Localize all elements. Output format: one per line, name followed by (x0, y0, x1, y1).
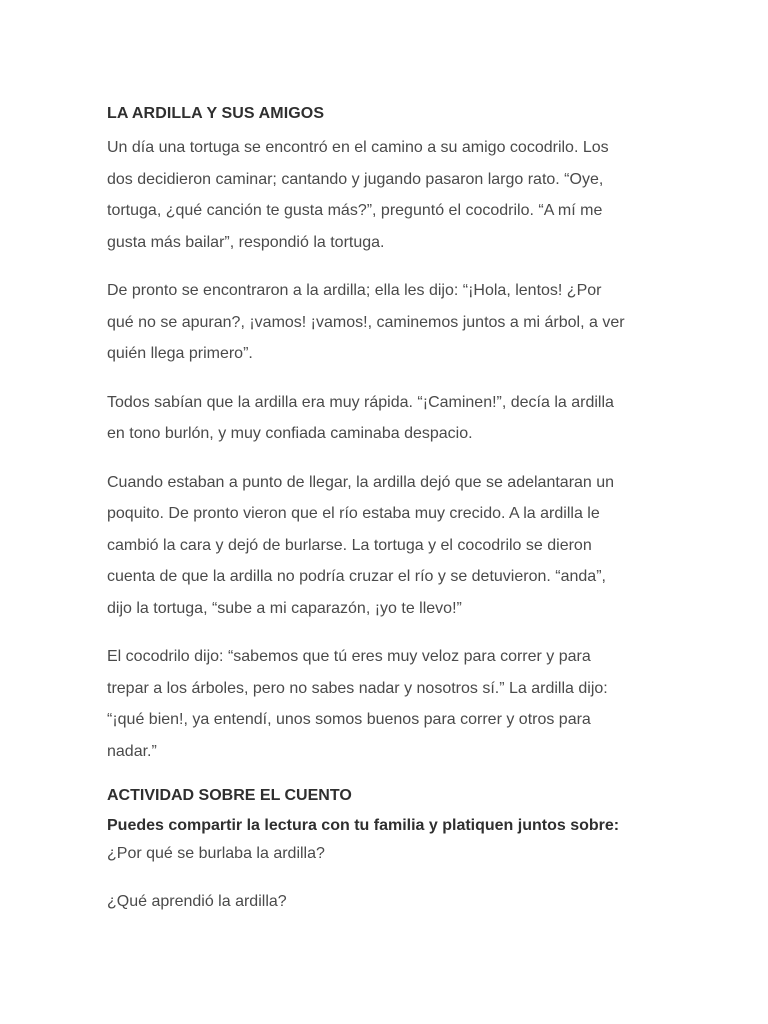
story-line: dijo la tortuga, “sube a mi caparazón, ¡yo te llevo!” (107, 599, 462, 617)
story-line: Un día una tortuga se encontró en el camino a su amigo cocodrilo. Los (107, 139, 609, 156)
activity-title: ACTIVIDAD SOBRE EL CUENTO (107, 787, 352, 804)
story-line: en tono burlón, y muy confiada caminaba despacio. (107, 425, 473, 442)
story-line: De pronto se encontraron a la ardilla; ella les dijo: “¡Hola, lentos! ¿Por (107, 282, 602, 299)
story-line: Cuando estaban a punto de llegar, la ardilla dejó que se adelantaran un (107, 473, 615, 491)
story-line: Todos sabían que la ardilla era muy rápida. “¡Caminen!”, decía la ardilla (107, 393, 614, 411)
story-paragraph-3 (107, 387, 667, 450)
story-line: “¡qué bien!, ya entendí, unos somos buenos para correr y otros para (107, 711, 591, 728)
story-line: qué no se apuran?, ¡vamos! ¡vamos!, caminemos juntos a mi árbol, a ver (107, 313, 625, 331)
activity-prompt: Puedes compartir la lectura con tu familia y platiquen juntos sobre: (107, 817, 620, 834)
story-paragraph-1 (107, 132, 667, 258)
document-page (107, 102, 667, 938)
story-line: cambió la cara y dejó de burlarse. La tortuga y el cocodrilo se dieron (107, 536, 592, 554)
story-line: dos decidieron caminar; cantando y jugando pasaron largo rato. “Oye, (107, 170, 604, 188)
story-line: nadar.” (107, 742, 157, 760)
story-line: quién llega primero”. (107, 345, 253, 362)
activity-question: ¿Qué aprendió la ardilla? (107, 893, 287, 910)
story-title: LA ARDILLA Y SUS AMIGOS (107, 105, 325, 122)
story-line: cuenta de que la ardilla no podría cruzar el río y se detuvieron. “anda”, (107, 568, 606, 585)
activity-question: ¿Por qué se burlaba la ardilla? (107, 845, 325, 862)
story-line: gusta más bailar”, respondió la tortuga. (107, 233, 385, 251)
story-line: poquito. De pronto vieron que el río estaba muy crecido. A la ardilla le (107, 505, 600, 522)
story-line: El cocodrilo dijo: “sabemos que tú eres muy veloz para correr y para (107, 648, 591, 665)
story-paragraph-2 (107, 275, 667, 370)
story-paragraph-5 (107, 641, 667, 767)
story-paragraph-4 (107, 467, 667, 625)
story-line: tortuga, ¿qué canción te gusta más?”, preguntó el cocodrilo. “A mí me (107, 202, 603, 219)
story-line: trepar a los árboles, pero no sabes nadar y nosotros sí.” La ardilla dijo: (107, 679, 608, 697)
